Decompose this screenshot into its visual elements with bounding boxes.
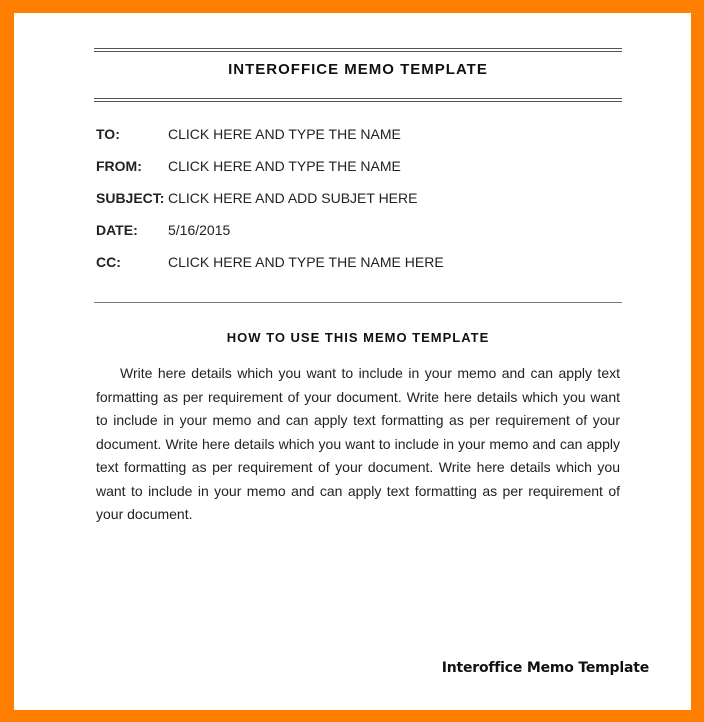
field-cc-value[interactable]: CLICK HERE AND TYPE THE NAME HERE bbox=[168, 254, 444, 270]
field-to-value[interactable]: CLICK HERE AND TYPE THE NAME bbox=[168, 126, 401, 142]
image-caption: Interoffice Memo Template bbox=[441, 660, 649, 676]
field-to bbox=[96, 126, 401, 142]
section-divider bbox=[94, 302, 622, 303]
field-date-value[interactable]: 5/16/2015 bbox=[168, 222, 231, 238]
field-subject-label: SUBJECT: bbox=[96, 190, 165, 206]
field-subject bbox=[96, 190, 417, 206]
memo-body[interactable]: Write here details which you want to include in your memo and can apply text formatting as per requirement of your document. Write here details which you want to include in your memo and can apply text formatting as per requirement of your document. Write here details which you want to include in your memo and can apply text formatting as per requirement of your document. Write here details which you want to include in your memo and can apply text formatting as per requirement of your document. bbox=[96, 365, 620, 522]
field-from bbox=[96, 158, 401, 174]
section-heading: HOW TO USE THIS MEMO TEMPLATE bbox=[226, 330, 490, 345]
field-date-label: DATE: bbox=[96, 222, 138, 238]
field-from-value[interactable]: CLICK HERE AND TYPE THE NAME bbox=[168, 158, 401, 174]
memo-page bbox=[14, 13, 691, 710]
memo-title: INTEROFFICE MEMO TEMPLATE bbox=[228, 61, 488, 78]
field-to-label: TO: bbox=[96, 126, 120, 142]
field-cc bbox=[96, 254, 444, 270]
field-subject-value[interactable]: CLICK HERE AND ADD SUBJET HERE bbox=[168, 190, 418, 206]
field-from-label: FROM: bbox=[96, 158, 142, 174]
field-cc-label: CC: bbox=[96, 254, 121, 270]
title-bottom-rule bbox=[94, 98, 622, 102]
title-top-rule bbox=[94, 48, 622, 52]
field-date bbox=[96, 222, 230, 238]
